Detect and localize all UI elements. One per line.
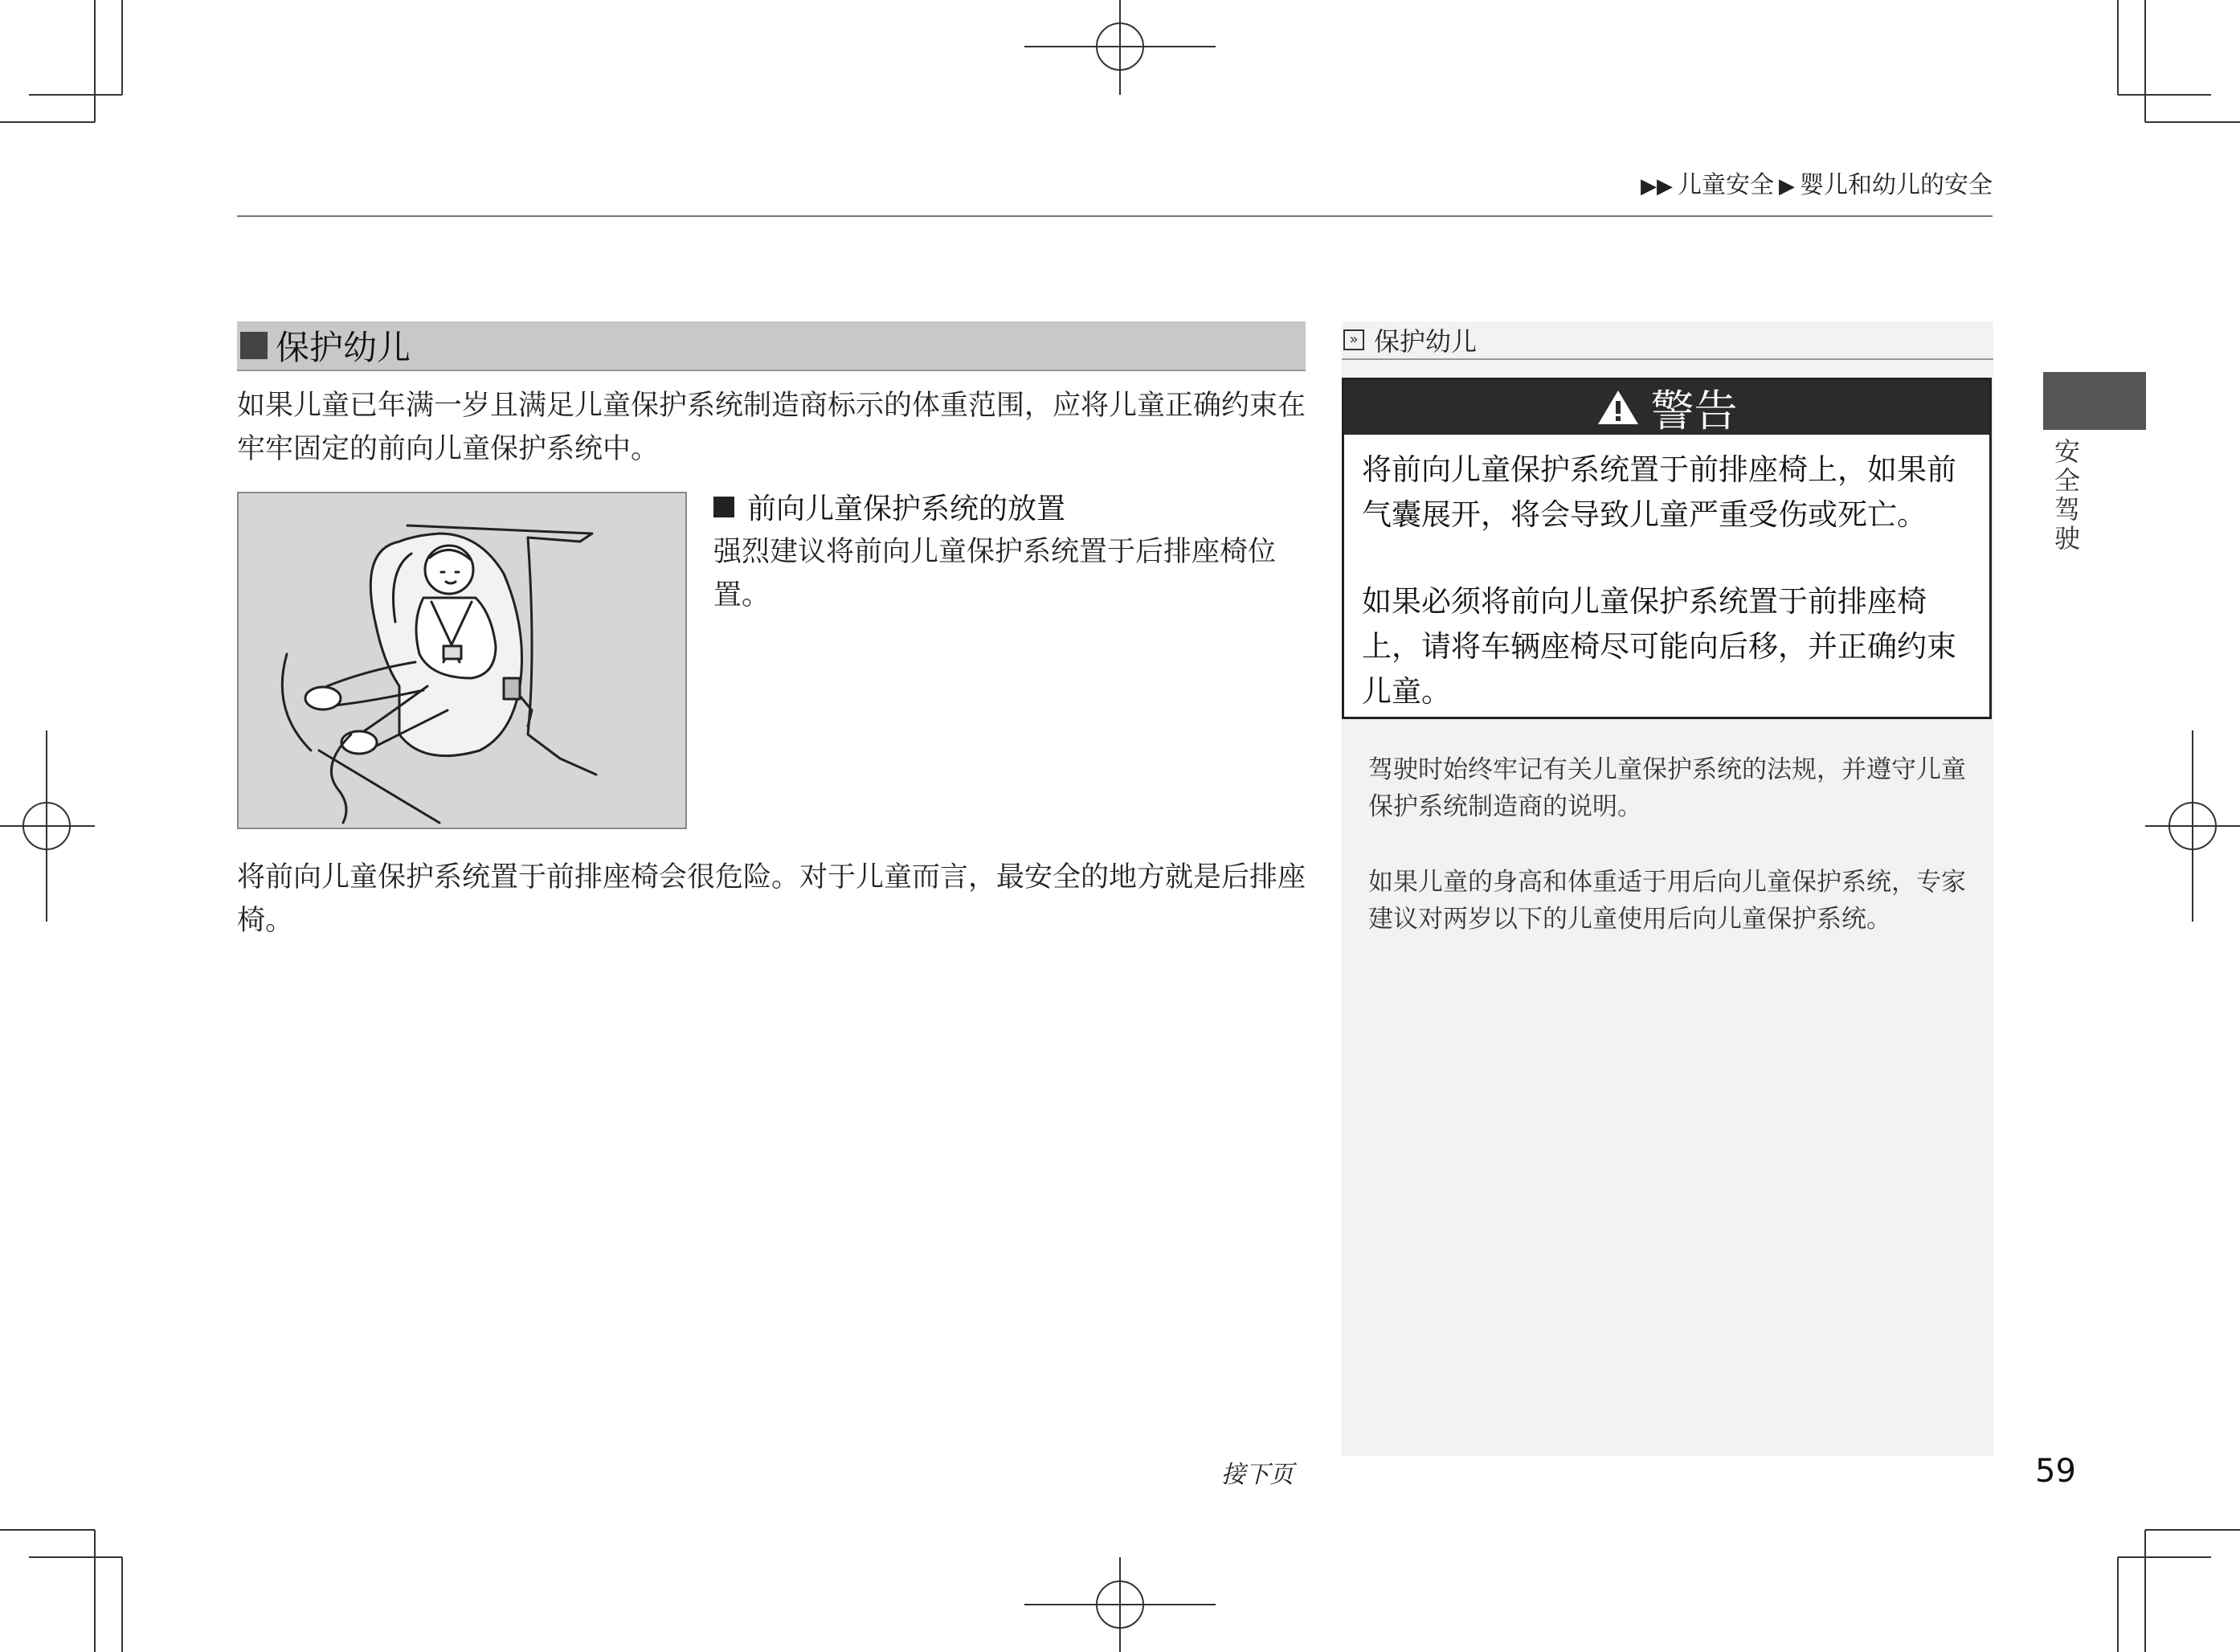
chapter-tab[interactable] <box>2043 372 2146 430</box>
warning-header <box>1344 380 1989 435</box>
subsection-body: 强烈建议将前向儿童保护系统置于后排座椅位置。 <box>713 536 1277 611</box>
breadcrumb <box>1591 165 1993 200</box>
play-arrow-icon: ▶ <box>1779 174 1795 198</box>
double-chevron-icon: » <box>1343 329 1364 350</box>
subsection-title: 前向儿童保护系统的放置 <box>747 493 1066 525</box>
warning-paragraph: 将前向儿童保护系统置于前排座椅上，如果前气囊展开，将会导致儿童严重受伤或死亡。 <box>1362 452 1956 532</box>
square-bullet-icon <box>240 332 268 359</box>
section-title: 保护幼儿 <box>276 328 411 367</box>
warning-box <box>1342 378 1992 719</box>
breadcrumb-item-child-safety[interactable]: 儿童安全 <box>1678 171 1774 199</box>
front-seat-danger-paragraph: 将前向儿童保护系统置于前排座椅会很危险。对于儿童而言，最安全的地方就是后排座椅。 <box>237 861 1306 937</box>
intro-paragraph: 如果儿童已年满一岁且满足儿童保护系统制造商标示的体重范围，应将儿童正确约束在牢牢固定的前向儿童保护系统中。 <box>237 390 1306 465</box>
double-play-arrow-icon: ▶▶ <box>1641 174 1673 198</box>
chapter-tab-label: 安全驾驶 <box>2050 438 2081 554</box>
child-seat-illustration <box>237 492 687 829</box>
continue-next-page-link[interactable]: 接下页 <box>1221 1461 1294 1489</box>
sidebar-title: 保护幼儿 <box>1374 326 1478 357</box>
breadcrumb-item-infant-safety[interactable]: 婴儿和幼儿的安全 <box>1800 171 1993 199</box>
header-divider <box>237 215 1993 217</box>
subsection-heading <box>713 486 1324 527</box>
warning-title: 警告 <box>1650 385 1738 436</box>
warning-triangle-icon <box>1596 388 1640 427</box>
sidebar-heading <box>1342 321 1993 360</box>
warning-paragraph: 如果必须将前向儿童保护系统置于前排座椅上，请将车辆座椅尽可能向后移，并正确约束儿童。 <box>1362 584 1956 709</box>
square-bullet-icon <box>713 497 734 517</box>
section-heading <box>237 321 1306 371</box>
sidebar-note: 驾驶时始终牢记有关儿童保护系统的法规，并遵守儿童保护系统制造商的说明。 <box>1368 755 1966 821</box>
child-in-forward-facing-seat-icon <box>239 493 685 828</box>
sidebar-note: 如果儿童的身高和体重适于用后向儿童保护系统，专家建议对两岁以下的儿童使用后向儿童保护系统。 <box>1368 868 1966 934</box>
page-number: 59 <box>2035 1453 2076 1490</box>
